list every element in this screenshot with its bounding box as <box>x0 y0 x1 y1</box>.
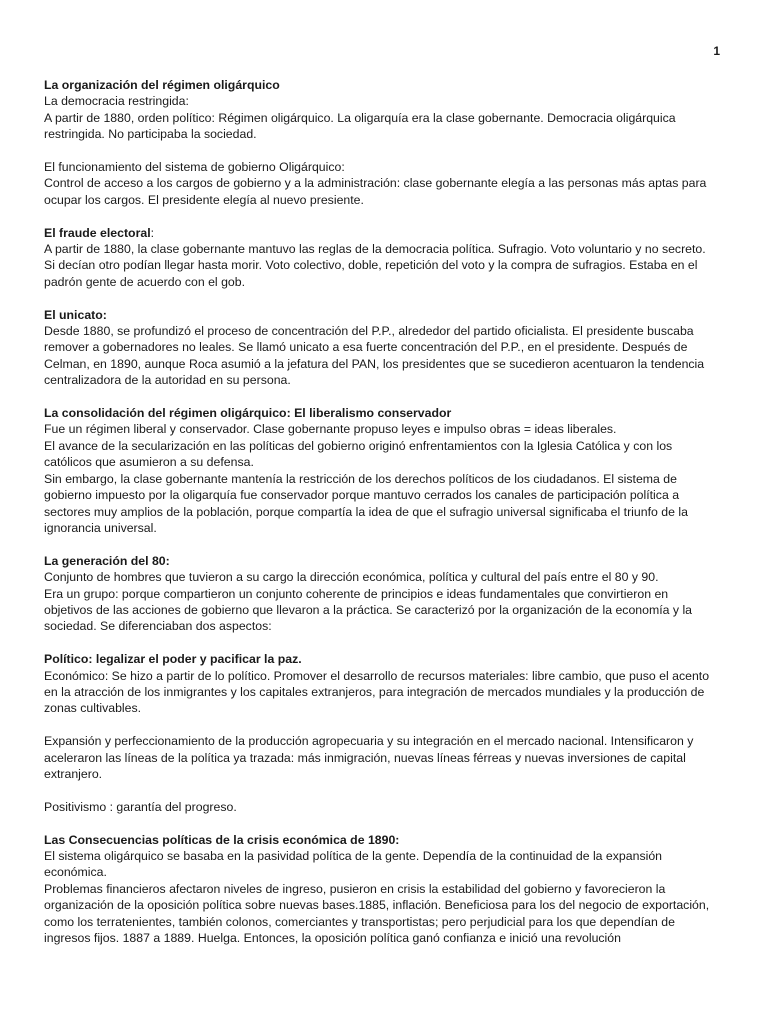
section-politico <box>44 651 716 717</box>
paragraph: Era un grupo: porque compartieron un conjunto coherente de principios e ideas fundamentales que convirtieron en objetivos de las acciones de gobierno que llevaron a la práctica. Se caracterizó por la organización de la economía y la sociedad. Se diferenciaban dos aspectos: <box>44 586 693 634</box>
section-heading: La generación del 80: <box>44 553 170 568</box>
section-heading: La organización del régimen oligárquico <box>44 78 280 92</box>
paragraph: El funcionamiento del sistema de gobierno Oligárquico: <box>44 160 345 175</box>
paragraph: Económico: Se hizo a partir de lo político. Promover el desarrollo de recursos materiales: libre cambio, que puso el acento en la atracción de los inmigrantes y los capitales extranjeros, para integración de mercados mundiales y la producción de zonas cultivables. <box>44 668 710 716</box>
section-heading: El unicato: <box>44 307 107 322</box>
paragraph: Desde 1880, se profundizó el proceso de concentración del P.P., alrededor del partido oficialista. El presidente buscaba remover a gobernadores no leales. Se llamó unicato a esa fuerte concentración del P.P., en el presidente. Después de Celman, en 1890, aunque Roca asumió a la jefatura del PAN, los presidentes que se sucedieron acentuaron la tendencia centralizadora de la autoridad en su persona. <box>44 324 705 388</box>
section-fraude-electoral <box>44 225 716 291</box>
paragraph: Problemas financieros afectaron niveles de ingreso, pusieron en crisis la estabilidad del gobierno y favorecieron la organización de la oposición política sobre nuevas bases.1885, inflación. Beneficiosa para los del negocio de exportación, como los terratenientes, también colonos, comerciantes y transportistas; pero perjudicial para los que dependían de ingresos fijos. 1887 a 1889. Huelga. Entonces, la oposición política ganó confianza e inició una revolución <box>44 881 710 945</box>
section-heading: Las Consecuencias políticas de la crisis económica de 1890: <box>44 832 400 847</box>
paragraph: El avance de la secularización en las políticas del gobierno originó enfrentamientos con la Iglesia Católica y con los católicos que asumieron a su defensa. <box>44 438 673 470</box>
paragraph: A partir de 1880, orden político: Régimen oligárquico. La oligarquía era la clase gobernante. Democracia oligárquica restringida. No participaba la sociedad. <box>44 110 676 142</box>
paragraph: Conjunto de hombres que tuvieron a su cargo la dirección económica, política y cultural del país entre el 80 y 90. <box>44 570 659 585</box>
section-crisis-1890 <box>44 832 716 947</box>
section-expansion <box>44 733 716 782</box>
paragraph: Fue un régimen liberal y conservador. Clase gobernante propuso leyes e impulso obras = ideas liberales. <box>44 422 617 437</box>
paragraph: Sin embargo, la clase gobernante mantenía la restricción de los derechos políticos de los ciudadanos. El sistema de gobierno impuesto por la oligarquía fue conservador porque mantuvo cerrados los canales de participación política a sectores muy amplios de la población, porque compartía la idea de que el sufragio universal significaba el triunfo de la ignorancia universal. <box>44 471 688 535</box>
page-number: 1 <box>713 44 720 58</box>
section-funcionamiento <box>44 159 716 208</box>
section-positivismo <box>44 799 716 815</box>
paragraph: Control de acceso a los cargos de gobierno y a la administración: clase gobernante elegía a las personas más aptas para ocupar los cargos. El presidente elegía al nuevo presiente. <box>44 176 707 207</box>
paragraph: La democracia restringida: <box>44 94 189 109</box>
section-heading: La consolidación del régimen oligárquico: El liberalismo conservador <box>44 406 452 421</box>
paragraph: Positivismo : garantía del progreso. <box>44 799 237 814</box>
section-heading: El fraude electoral <box>44 225 151 240</box>
section-generacion-80 <box>44 553 716 635</box>
paragraph: A partir de 1880, la clase gobernante mantuvo las reglas de la democracia política. Sufragio. Voto voluntario y no secreto. Si decían otro podían llegar hasta morir. Voto colectivo, doble, repetición del voto y la compra de sufragios. Estaba en el padrón gente de acuerdo con el gob. <box>44 242 706 289</box>
document-body <box>44 77 716 963</box>
section-unicato <box>44 307 716 389</box>
section-regimen-oligarquico <box>44 77 716 143</box>
section-heading-line <box>44 225 716 241</box>
paragraph: El sistema oligárquico se basaba en la pasividad política de la gente. Dependía de la continuidad de la expansión económica. <box>44 848 662 880</box>
paragraph: Expansión y perfeccionamiento de la producción agropecuaria y su integración en el mercado nacional. Intensificaron y aceleraron las líneas de la política ya trazada: más inmigración, nuevas líneas férreas y nuevas inversiones de capital extranjero. <box>44 734 694 781</box>
heading-colon: : <box>150 225 155 240</box>
section-consolidacion <box>44 405 716 536</box>
section-heading: Político: legalizar el poder y pacificar la paz. <box>44 652 302 667</box>
